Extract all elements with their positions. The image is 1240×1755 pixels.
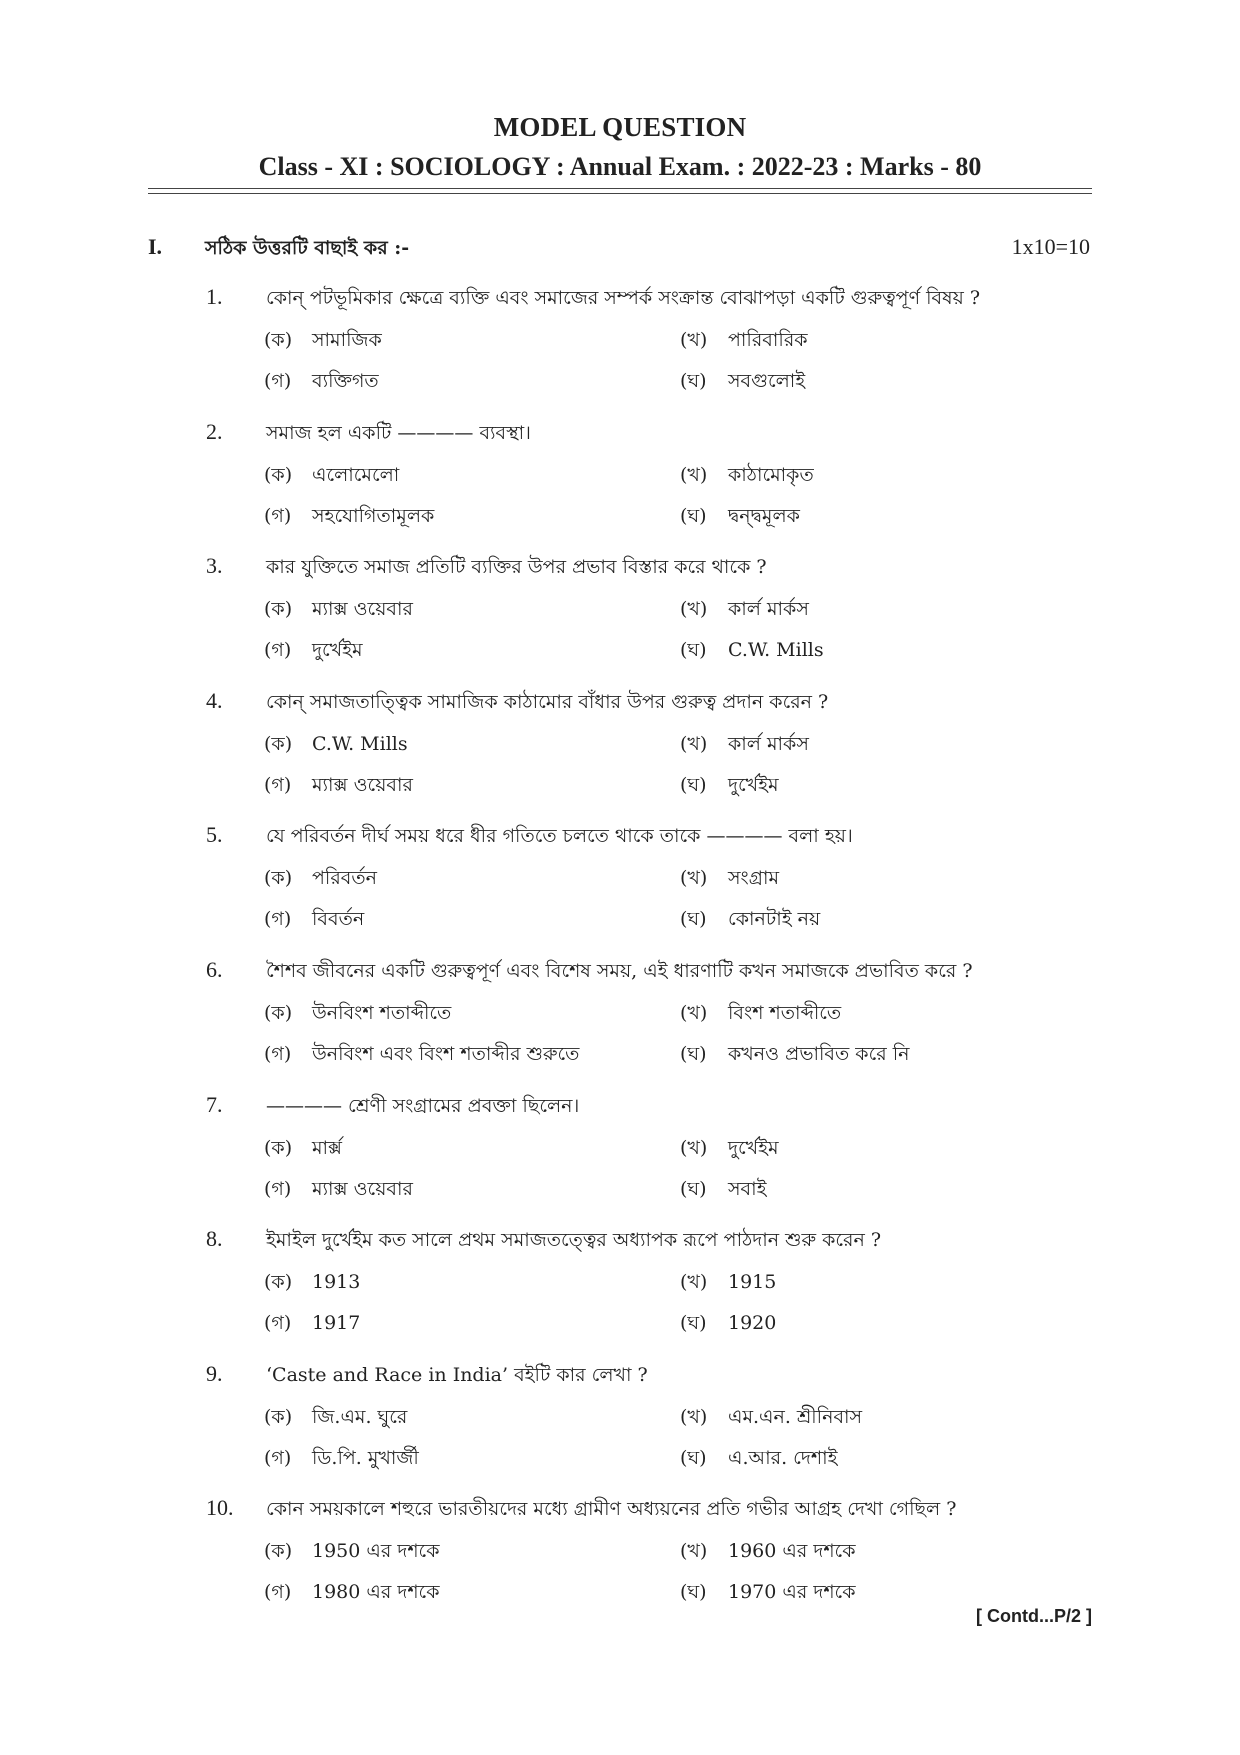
option-text: ডি.পি. মুখার্জী [312, 1446, 419, 1469]
answer-option [680, 999, 841, 1031]
option-label: (গ) [264, 370, 292, 392]
option-text: সংগ্রাম [728, 867, 780, 890]
question-number: 8. [206, 1226, 223, 1252]
option-text: C.W. Mills [312, 732, 408, 755]
answer-option [680, 905, 820, 937]
option-text: সহযোগিতামূলক [312, 504, 435, 527]
page-title: MODEL QUESTION [493, 112, 747, 142]
question-item [0, 1222, 1240, 1357]
question-text: সমাজ হল একটি ———— ব্যবস্থা। [266, 421, 531, 444]
answer-option [264, 461, 399, 493]
option-label: (ঘ) [680, 773, 707, 796]
option-label: (ক) [264, 463, 293, 486]
option-text: 1920 [728, 1312, 777, 1335]
answer-option [264, 502, 434, 534]
question-item [0, 953, 1240, 1088]
question-text: কোন সময়কালে শহুরে ভারতীয়দের মধ্যে গ্রামীণ অধ্যয়নের প্রতি গভীর আগ্রহ দেখা গেছিল ? [266, 1498, 957, 1521]
answer-option [264, 367, 379, 399]
question-number: 4. [206, 687, 223, 713]
option-label: (ঘ) [680, 370, 707, 392]
option-text: বিবর্তন [312, 908, 365, 931]
option-label: (ক) [264, 732, 293, 755]
option-text: C.W. Mills [728, 639, 824, 662]
option-text: জি.এম. ঘুরে [312, 1405, 408, 1428]
question-number: 9. [206, 1360, 223, 1386]
option-text: সবগুলোই [728, 370, 806, 392]
option-label: (গ) [264, 1581, 292, 1604]
option-text: উনবিংশ এবং বিংশ শতাব্দীর শুরুতে [312, 1042, 580, 1065]
answer-option [264, 1444, 419, 1476]
answer-option [264, 1134, 342, 1166]
answer-option [680, 1444, 838, 1476]
question-number: 2. [206, 418, 223, 444]
option-label: (গ) [264, 908, 292, 931]
option-label: (ঘ) [680, 639, 707, 662]
answer-option [264, 1040, 579, 1072]
option-label: (ঘ) [680, 1312, 707, 1335]
question-text: যে পরিবর্তন দীর্ঘ সময় ধরে ধীর গতিতে চলতে থাকে তাকে ———— বলা হয়। [266, 825, 853, 848]
option-label: (ক) [264, 329, 293, 351]
answer-option [680, 595, 809, 627]
option-text: কোনটাই নয় [728, 908, 821, 931]
option-text: দুর্খেইম [728, 773, 779, 796]
header-divider-top [148, 188, 1092, 189]
option-label: (খ) [680, 1540, 708, 1563]
answer-option [680, 636, 824, 668]
question-number: 10. [206, 1495, 234, 1521]
option-text: 1950 এর দশকে [312, 1540, 440, 1563]
option-text: ম্যাক্স ওয়েবার [312, 773, 413, 796]
option-text: দ্বন্দ্বমূলক [728, 504, 800, 527]
answer-option [264, 864, 377, 896]
answer-option [680, 864, 779, 896]
option-label: (খ) [680, 463, 708, 486]
question-number: 6. [206, 956, 223, 982]
answer-option [680, 461, 814, 493]
header-divider-bottom [148, 193, 1092, 194]
option-label: (ঘ) [680, 1042, 707, 1065]
option-text: কখনও প্রভাবিত করে নি [728, 1042, 910, 1065]
option-label: (ঘ) [680, 504, 707, 527]
option-text: পরিবর্তন [312, 867, 377, 890]
option-label: (ক) [264, 1001, 293, 1024]
option-text: দুর্খেইম [728, 1136, 779, 1159]
answer-option [264, 326, 382, 358]
option-text: সবাই [728, 1177, 767, 1200]
option-text: ম্যাক্স ওয়েবার [312, 598, 413, 621]
answer-option [264, 1309, 360, 1341]
option-label: (ক) [264, 867, 293, 890]
option-label: (গ) [264, 1446, 292, 1469]
answer-option [264, 905, 364, 937]
option-text: দুর্খেইম [312, 639, 363, 662]
option-label: (গ) [264, 639, 292, 662]
answer-option [680, 1268, 776, 1300]
option-text: 1913 [312, 1271, 361, 1294]
option-text: এলোমেলো [312, 463, 400, 486]
option-label: (গ) [264, 1312, 292, 1335]
option-label: (খ) [680, 1001, 708, 1024]
question-item [0, 549, 1240, 684]
option-label: (খ) [680, 732, 708, 755]
page-subtitle: Class - XI : SOCIOLOGY : Annual Exam. : 2022-23 : Marks - 80 [258, 152, 982, 181]
answer-option [264, 1578, 440, 1610]
answer-option [264, 1537, 440, 1569]
option-text: মার্ক্স [312, 1136, 343, 1159]
question-number: 3. [206, 553, 223, 579]
section-number: I. [148, 234, 163, 259]
question-number: 5. [206, 822, 223, 848]
answer-option [264, 595, 413, 627]
question-item [0, 1357, 1240, 1492]
question-text: কার যুক্তিতে সমাজ প্রতিটি ব্যক্তির উপর প্রভাব বিস্তার করে থাকে ? [266, 556, 767, 579]
option-text: পারিবারিক [728, 329, 808, 351]
option-text: কার্ল মার্কস [728, 598, 809, 621]
question-list [0, 280, 1240, 1626]
option-text: 1960 এর দশকে [728, 1540, 856, 1563]
option-label: (ঘ) [680, 908, 707, 931]
question-item [0, 1088, 1240, 1223]
answer-option [680, 1309, 776, 1341]
option-label: (ক) [264, 1540, 293, 1563]
option-label: (ঘ) [680, 1177, 707, 1200]
answer-option [680, 771, 779, 803]
question-text: ‘Caste and Race in India’ বইটি কার লেখা ? [266, 1363, 648, 1386]
answer-option [680, 1040, 909, 1072]
answer-option [264, 1268, 360, 1300]
answer-option [680, 1578, 856, 1610]
answer-option [680, 1537, 856, 1569]
option-text: ব্যক্তিগত [312, 370, 379, 392]
option-label: (গ) [264, 1042, 292, 1065]
question-item [0, 415, 1240, 550]
option-text: 1917 [312, 1312, 361, 1335]
question-text: ———— শ্রেণী সংগ্রামের প্রবক্তা ছিলেন। [266, 1094, 580, 1117]
question-text: কোন্ পটভূমিকার ক্ষেত্রে ব্যক্তি এবং সমাজের সম্পর্ক সংক্রান্ত বোঝাপড়া একটি গুরুত্বপূর্ণ বিষয় ? [266, 287, 981, 309]
answer-option [680, 730, 809, 762]
section-marks: 1x10=10 [1011, 234, 1090, 259]
option-label: (ক) [264, 598, 293, 621]
option-text: 1980 এর দশকে [312, 1581, 440, 1604]
question-number: 1. [206, 284, 223, 309]
answer-option [680, 1403, 862, 1435]
question-item [0, 818, 1240, 953]
answer-option [264, 771, 413, 803]
option-label: (খ) [680, 1136, 708, 1159]
answer-option [264, 636, 363, 668]
option-label: (গ) [264, 773, 292, 796]
option-label: (খ) [680, 329, 708, 351]
answer-option [264, 1403, 407, 1435]
option-label: (খ) [680, 1271, 708, 1294]
question-text: ইমাইল দুর্খেইম কত সালে প্রথম সমাজতত্ত্বের অধ্যাপক রূপে পাঠদান শুরু করেন ? [266, 1229, 882, 1252]
option-label: (খ) [680, 867, 708, 890]
question-text: কোন্ সমাজতাত্ত্বিক সামাজিক কাঠামোর বাঁধার উপর গুরুত্ব প্রদান করেন ? [266, 690, 829, 713]
answer-option [264, 730, 408, 762]
answer-option [680, 1134, 779, 1166]
answer-option [264, 999, 451, 1031]
option-label: (ঘ) [680, 1446, 707, 1469]
option-label: (গ) [264, 1177, 292, 1200]
option-label: (খ) [680, 1405, 708, 1428]
continued-note: [ Contd...P/2 ] [976, 1606, 1092, 1626]
option-text: কাঠামোকৃত [728, 463, 814, 486]
question-text: শৈশব জীবনের একটি গুরুত্বপূর্ণ এবং বিশেষ সময়, এই ধারণাটি কখন সমাজকে প্রভাবিত করে ? [266, 959, 973, 982]
question-item [0, 280, 1240, 415]
option-label: (ক) [264, 1405, 293, 1428]
option-text: এ.আর. দেশাই [728, 1446, 838, 1469]
option-text: কার্ল মার্কস [728, 732, 809, 755]
option-label: (ঘ) [680, 1581, 707, 1604]
option-text: বিংশ শতাব্দীতে [728, 1001, 842, 1024]
answer-option [680, 502, 800, 534]
section-title: সঠিক উত্তরটি বাছাই কর :- [205, 237, 410, 259]
option-text: সামাজিক [312, 329, 382, 351]
option-text: 1915 [728, 1271, 777, 1294]
question-number: 7. [206, 1091, 223, 1117]
option-label: (ক) [264, 1271, 293, 1294]
option-label: (ক) [264, 1136, 293, 1159]
option-label: (গ) [264, 504, 292, 527]
answer-option [680, 367, 805, 399]
answer-option [680, 1175, 767, 1207]
option-text: উনবিংশ শতাব্দীতে [312, 1001, 452, 1024]
answer-option [264, 1175, 413, 1207]
answer-option [680, 326, 808, 358]
option-text: 1970 এর দশকে [728, 1581, 856, 1604]
option-text: এম.এন. শ্রীনিবাস [728, 1405, 863, 1428]
question-item [0, 684, 1240, 819]
option-text: ম্যাক্স ওয়েবার [312, 1177, 413, 1200]
option-label: (খ) [680, 598, 708, 621]
